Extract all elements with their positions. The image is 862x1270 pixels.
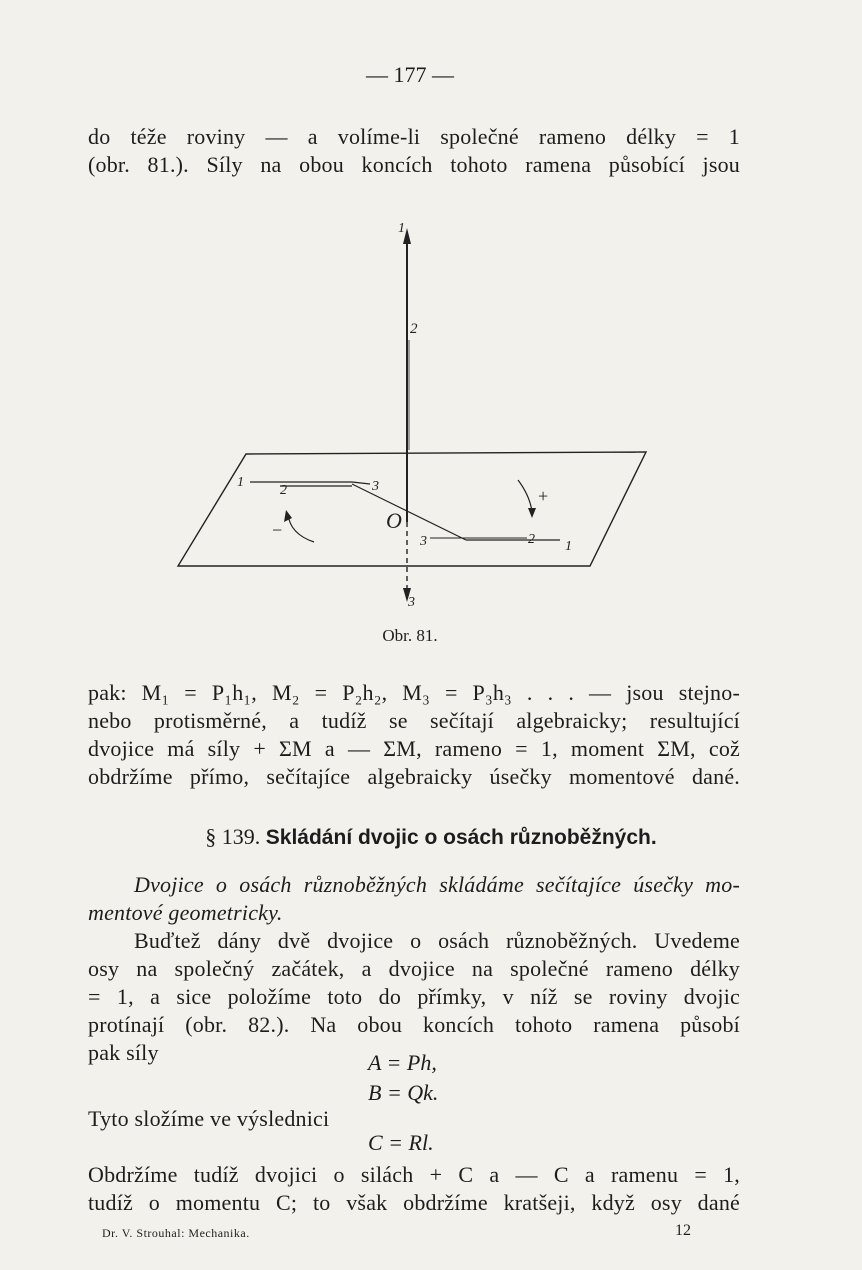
footer-page-signature: 12 <box>675 1222 691 1239</box>
theorem-line-1: Dvojice o osách různoběžných skládáme sečítajíce úsečky mo- <box>134 872 740 897</box>
section-number: § 139. <box>205 824 261 849</box>
body-line-3: = 1, a sice položíme toto do přímky, v níž se roviny dvojic <box>88 984 740 1009</box>
label-mid-3: 3 <box>372 479 379 494</box>
label-right-1: 1 <box>565 539 572 554</box>
formula-a: A = Ph, <box>368 1050 437 1075</box>
body-line-4: protínají (obr. 82.). Na obou koncích tohoto ramena působí <box>88 1012 740 1037</box>
label-right-2: 2 <box>528 532 535 547</box>
footer-left: Dr. V. Strouhal: Mechanika. <box>102 1226 250 1240</box>
body-line-1: Buďtež dány dvě dvojice o osách různoběžných. Uvedeme <box>134 928 740 953</box>
label-axis-top: 1 <box>398 221 405 236</box>
label-left-2: 2 <box>280 483 287 498</box>
page-number: — 177 — <box>366 62 454 87</box>
formula-c: C = Rl. <box>368 1130 434 1155</box>
label-minus: − <box>272 520 283 540</box>
label-axis-bottom: 3 <box>408 595 415 610</box>
final-line-2: tudíž o momentu C; to však obdržíme kratšeji, když osy dané <box>88 1190 740 1215</box>
label-axis-mid: 2 <box>410 321 418 337</box>
formula-b: B = Qk. <box>368 1080 439 1105</box>
middle-paragraph-line-3: dvojice má síly + ΣM a — ΣM, rameno = 1, moment ΣM, což <box>88 736 740 761</box>
label-plus: + <box>538 486 549 506</box>
plane <box>178 452 646 566</box>
theorem-line-2: mentové geometricky. <box>88 900 283 925</box>
section-title: Skládání dvojic o osách různoběžných. <box>265 826 657 849</box>
middle-paragraph-line-2: nebo protisměrné, a tudíž se sečítají algebraicky; resultující <box>88 708 740 733</box>
label-origin: O <box>386 508 402 533</box>
middle-paragraph-line-4: obdržíme přímo, sečítajíce algebraicky úsečky momentové dané. <box>88 764 740 789</box>
compose-line: Tyto složíme ve výslednici <box>88 1106 330 1131</box>
label-right-3: 3 <box>420 534 427 549</box>
final-line-1: Obdržíme tudíž dvojici o silách + C a — C a ramenu = 1, <box>88 1162 740 1187</box>
section-heading <box>0 824 862 850</box>
top-paragraph-line-2: (obr. 81.). Síly na obou koncích tohoto ramena působící jsou <box>88 152 740 177</box>
body-line-2: osy na společný začátek, a dvojice na společné rameno délky <box>88 956 740 981</box>
body-line-5: pak síly <box>88 1040 159 1065</box>
rotation-arrow-left <box>288 514 314 542</box>
top-paragraph-line-1: do téže roviny — a volíme-li společné rameno délky = 1 <box>88 124 740 149</box>
middle-paragraph-line-1: pak: M₁ = P₁h₁, M₂ = P₂h₂, M₃ = P₃h₃ . . . — jsou stejno- <box>88 680 740 705</box>
label-left-1: 1 <box>237 475 244 490</box>
rotation-arrow-right <box>518 480 532 512</box>
figure-caption: Obr. 81. <box>382 626 438 645</box>
